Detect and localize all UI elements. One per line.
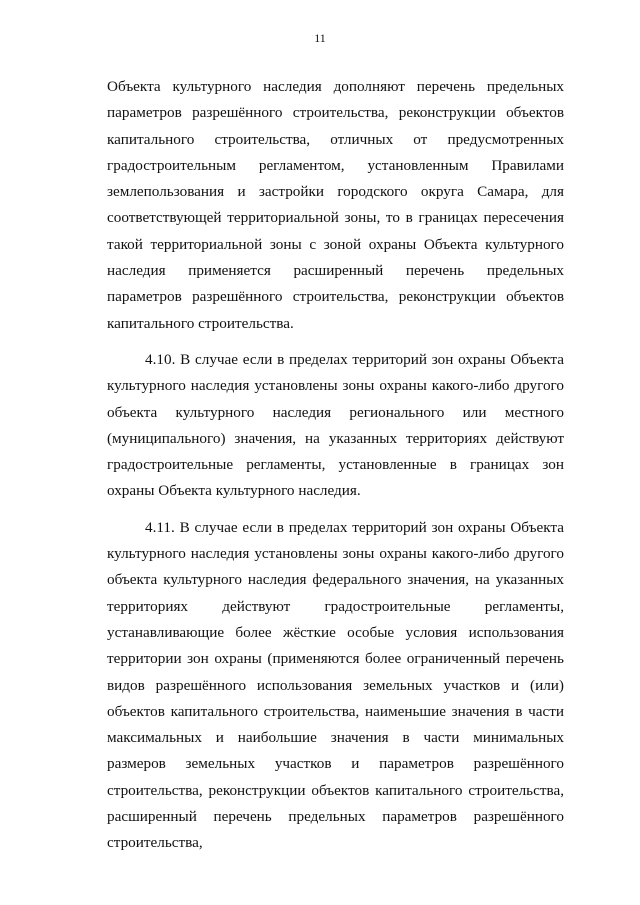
paragraph-4-10: 4.10. В случае если в пределах территорий зон охраны Объекта культурного наследия установлены зоны охраны какого-либо другого объекта культурного наследия регионального или местного (муниципального) значения, на указанных территориях действуют градостроительные регламенты, установленные в границах зон охраны Объекта культурного наследия. bbox=[107, 350, 564, 500]
page-number: 11 bbox=[314, 31, 326, 45]
document-body bbox=[107, 74, 564, 857]
paragraph-4-11: 4.11. В случае если в пределах территорий зон охраны Объекта культурного наследия установлены зоны охраны какого-либо другого объекта культурного наследия федерального значения, на указанных территориях действуют градостроительные регламенты, устанавливающие более жёсткие особые условия использования территории зон охраны (применяются более ограниченный перечень видов разрешённого использования земельных участков и (или) объектов капитального строительства, наименьшие значения в части максимальных и наибольшие значения в части минимальных размеров земельных участков и параметров разрешённого строительства, реконструкции объектов капитального строительства, расширенный перечень предельных параметров разрешённого строительства, bbox=[107, 518, 564, 852]
paragraph-continuation: Объекта культурного наследия дополняют перечень предельных параметров разрешённого строительства, реконструкции объектов капитального строительства, отличных от предусмотренных градостроительным регламентом, установленным Правилами землепользования и застройки городского округа Самара, для соответствующей территориальной зоны, то в границах пересечения такой территориальной зоны с зоной охраны Объекта культурного наследия применяется расширенный перечень предельных параметров разрешённого строительства, реконструкции объектов капитального строительства. bbox=[107, 78, 564, 332]
